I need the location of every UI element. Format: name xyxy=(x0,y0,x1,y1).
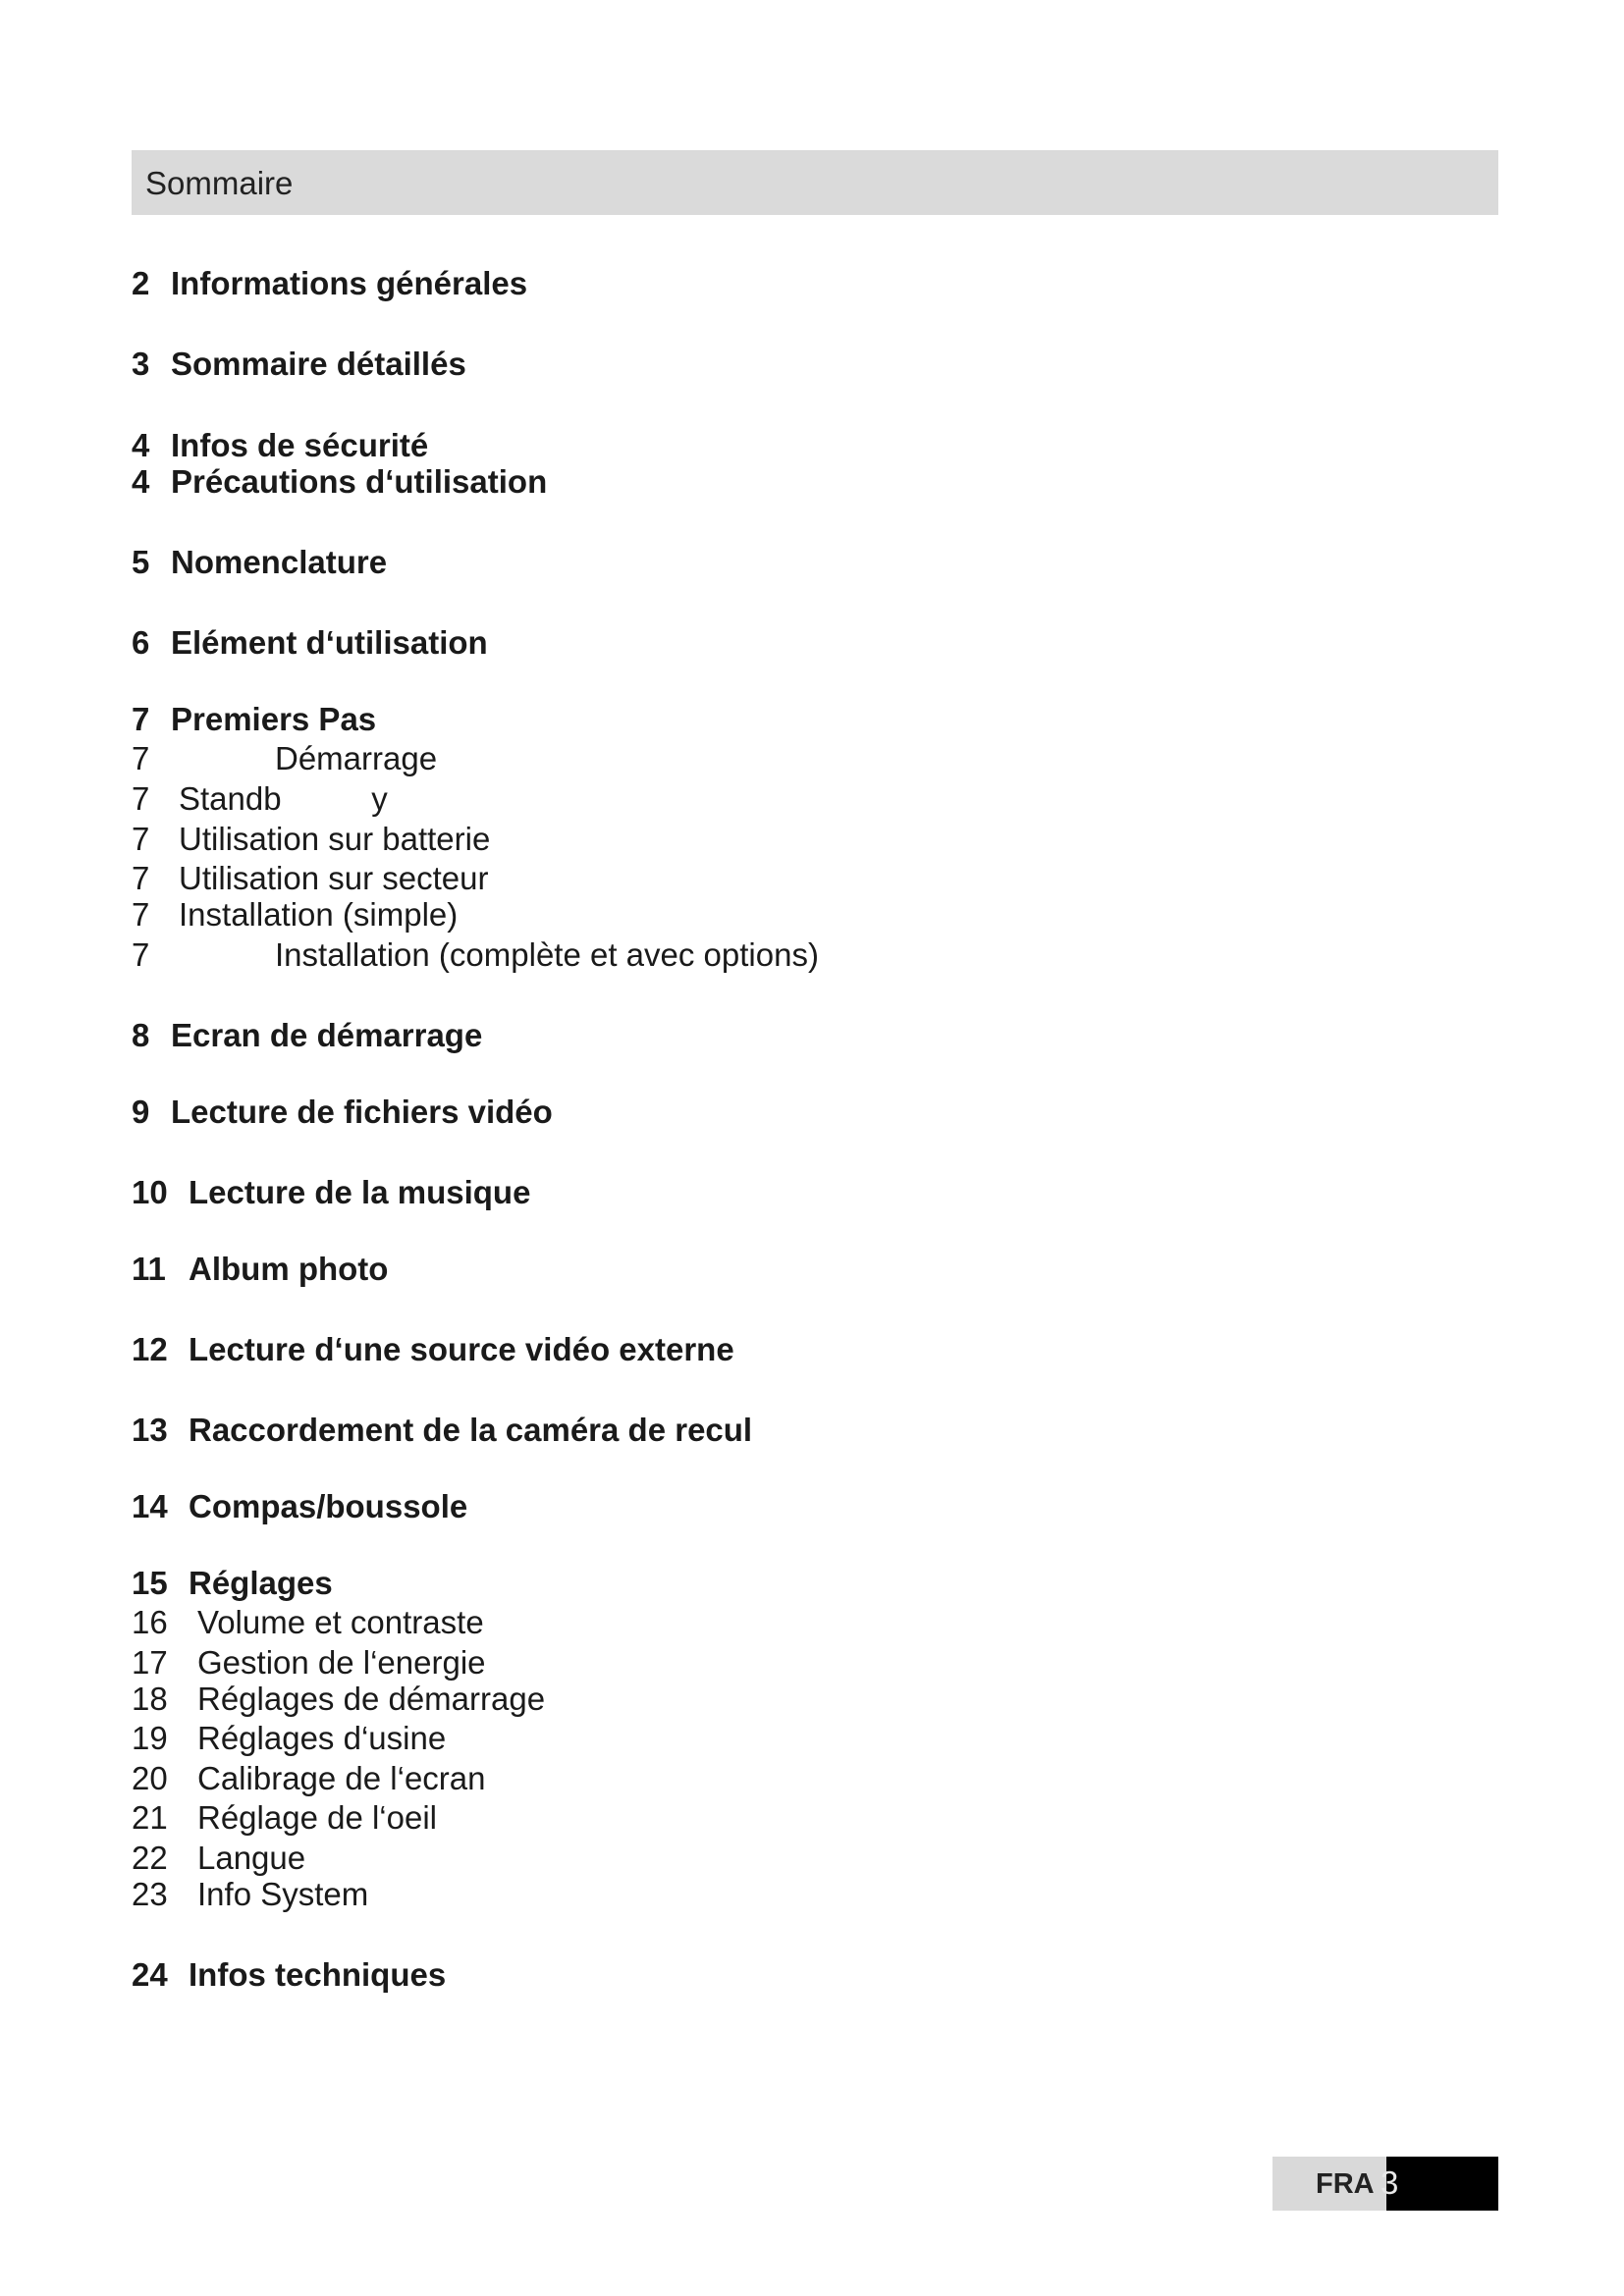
toc-entry xyxy=(132,860,1408,897)
footer-language-tab xyxy=(1272,2157,1386,2211)
toc-entry xyxy=(132,780,1408,818)
toc-entry xyxy=(132,1251,1408,1288)
header-bar xyxy=(132,150,1498,215)
toc-page-number: 7 xyxy=(132,936,150,973)
toc-entry xyxy=(132,427,1408,464)
toc-page-number: 12 xyxy=(132,1331,168,1367)
language-label: FRA xyxy=(1316,2168,1375,2200)
toc-entry-title: Informations générales xyxy=(171,265,528,301)
toc-entry xyxy=(132,936,1408,974)
toc-page-number: 7 xyxy=(132,860,150,896)
toc-entry xyxy=(132,1604,1408,1641)
toc-entry-title: Info System xyxy=(197,1876,369,1912)
toc-entry xyxy=(132,1017,1408,1054)
toc-page-number: 2 xyxy=(132,265,150,301)
toc-entry xyxy=(132,544,1408,581)
toc-entry xyxy=(132,701,1408,738)
toc-entry-title: Infos de sécurité xyxy=(171,427,429,463)
footer-page-tab xyxy=(1386,2157,1498,2211)
toc-entry-title: Compas/boussole xyxy=(189,1488,468,1524)
toc-entry xyxy=(132,1720,1408,1757)
toc-entry-title: Volume et contraste xyxy=(197,1604,484,1640)
toc-page-number: 4 xyxy=(132,427,150,463)
toc-entry xyxy=(132,1174,1408,1211)
page-title: Sommaire xyxy=(145,165,294,201)
toc-page-number: 19 xyxy=(132,1720,168,1756)
page-number: 3 xyxy=(1380,2164,1399,2201)
page-footer xyxy=(1272,2157,1498,2211)
toc-entry-title: Installation (complète et avec options) xyxy=(275,936,819,973)
toc-entry-title: Elément d‘utilisation xyxy=(171,624,488,661)
toc-entry-title: Réglages d‘usine xyxy=(197,1720,447,1756)
toc-page-number: 7 xyxy=(132,821,150,857)
toc-page-number: 22 xyxy=(132,1840,168,1876)
toc-entry xyxy=(132,1840,1408,1877)
toc-page-number: 14 xyxy=(132,1488,168,1524)
toc-entry xyxy=(132,1799,1408,1837)
toc-entry-title: Nomenclature xyxy=(171,544,388,580)
toc-page-number: 21 xyxy=(132,1799,168,1836)
toc-entry xyxy=(132,1331,1408,1368)
toc-entry-title: Lecture de la musique xyxy=(189,1174,531,1210)
toc-entry xyxy=(132,896,1408,934)
toc-entry-title: Langue xyxy=(197,1840,306,1876)
toc-entry-title: Infos techniques xyxy=(189,1956,447,1993)
toc-page-number: 6 xyxy=(132,624,150,661)
toc-page-number: 4 xyxy=(132,463,150,500)
toc-entry xyxy=(132,1956,1408,1994)
toc-entry-title: Utilisation sur secteur xyxy=(179,860,489,896)
toc-entry-title: Calibrage de l‘ecran xyxy=(197,1760,486,1796)
toc-page-number: 7 xyxy=(132,701,150,737)
toc-entry xyxy=(132,821,1408,858)
toc-page-number: 7 xyxy=(132,780,150,817)
toc-entry-title: Raccordement de la caméra de recul xyxy=(189,1412,753,1448)
toc-page-number: 20 xyxy=(132,1760,168,1796)
toc-entry-title: Installation (simple) xyxy=(179,896,459,933)
toc-entry-title: Standb y xyxy=(179,780,388,817)
toc-entry xyxy=(132,1760,1408,1797)
toc-page-number: 17 xyxy=(132,1644,168,1681)
toc-entry xyxy=(132,1644,1408,1682)
toc-entry xyxy=(132,1565,1408,1602)
toc-page-number: 23 xyxy=(132,1876,168,1912)
toc-page-number: 16 xyxy=(132,1604,168,1640)
toc-page-number: 18 xyxy=(132,1681,168,1717)
toc-entry-title: Lecture de fichiers vidéo xyxy=(171,1094,553,1130)
toc-entry xyxy=(132,1681,1408,1718)
toc-entry-title: Lecture d‘une source vidéo externe xyxy=(189,1331,734,1367)
toc-entry xyxy=(132,740,1408,777)
toc-entry-title: Réglages xyxy=(189,1565,333,1601)
toc-entry-title: Utilisation sur batterie xyxy=(179,821,491,857)
toc-entry-title: Gestion de l‘energie xyxy=(197,1644,486,1681)
toc-page-number: 15 xyxy=(132,1565,168,1601)
toc-entry-title: Démarrage xyxy=(275,740,438,776)
toc-entry xyxy=(132,1412,1408,1449)
toc-entry-title: Premiers Pas xyxy=(171,701,377,737)
toc-entry xyxy=(132,1094,1408,1131)
toc-entry xyxy=(132,1488,1408,1525)
toc-entry xyxy=(132,1876,1408,1913)
toc-entry-title: Précautions d‘utilisation xyxy=(171,463,548,500)
toc-page-number: 7 xyxy=(132,740,150,776)
toc-page-number: 13 xyxy=(132,1412,168,1448)
toc-page-number: 10 xyxy=(132,1174,168,1210)
toc-page-number: 8 xyxy=(132,1017,150,1053)
toc-page-number: 5 xyxy=(132,544,150,580)
toc-page-number: 24 xyxy=(132,1956,168,1993)
toc-entry xyxy=(132,463,1408,501)
toc-page-number: 9 xyxy=(132,1094,150,1130)
toc-page-number: 3 xyxy=(132,346,150,382)
toc-page-number: 11 xyxy=(132,1251,166,1287)
toc-entry-title: Réglage de l‘oeil xyxy=(197,1799,438,1836)
toc-page-number: 7 xyxy=(132,896,150,933)
toc-entry xyxy=(132,346,1408,383)
toc-entry-title: Ecran de démarrage xyxy=(171,1017,483,1053)
toc-entry xyxy=(132,624,1408,662)
toc-entry-title: Sommaire détaillés xyxy=(171,346,466,382)
toc-entry-title: Réglages de démarrage xyxy=(197,1681,546,1717)
toc-entry-title: Album photo xyxy=(189,1251,389,1287)
toc-entry xyxy=(132,265,1408,302)
